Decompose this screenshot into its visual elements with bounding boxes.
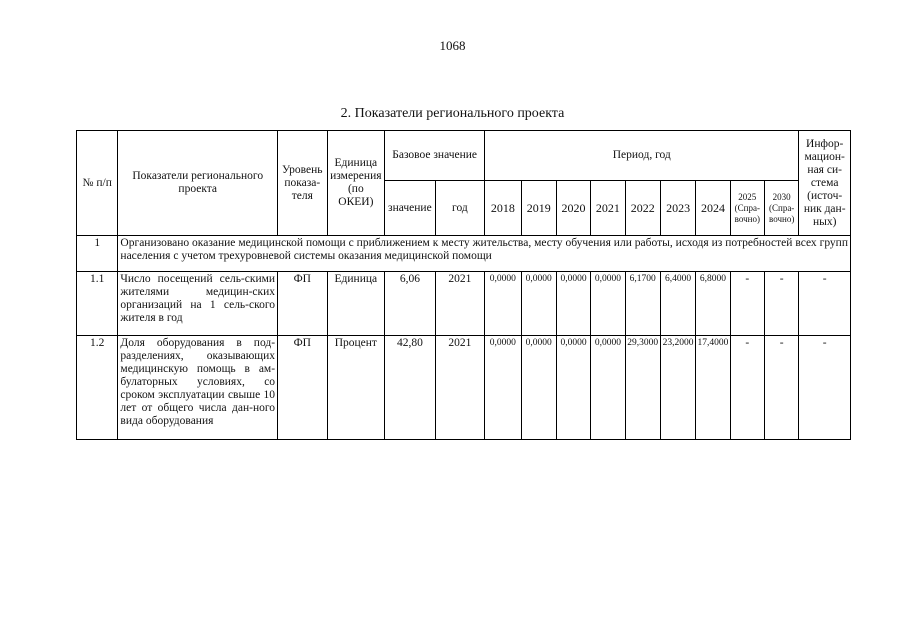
row-level: ФП — [278, 272, 328, 336]
row-value: 0,0000 — [521, 272, 556, 336]
row-info: - — [799, 336, 851, 440]
header-indicators: Показатели регионального проекта — [118, 131, 278, 236]
header-unit: Единица измерения (по ОКЕИ) — [327, 131, 385, 236]
row-base-value: 6,06 — [385, 272, 436, 336]
header-year: 2020 — [556, 181, 590, 236]
row-value: 0,0000 — [521, 336, 556, 440]
header-level: Уровень показа-теля — [278, 131, 328, 236]
row-num: 1.1 — [77, 272, 118, 336]
row-base-value: 42,80 — [385, 336, 436, 440]
page-number: 1068 — [439, 38, 466, 53]
table-row — [77, 336, 851, 440]
row-base-year: 2021 — [435, 272, 485, 336]
row-num: 1.2 — [77, 336, 118, 440]
header-period: Период, год — [485, 131, 799, 181]
header-year: 2018 — [485, 181, 521, 236]
row-value: 0,0000 — [485, 336, 521, 440]
header-year: 2021 — [591, 181, 625, 236]
row-level: ФП — [278, 336, 328, 440]
row-value: 0,0000 — [485, 272, 521, 336]
row-ref-value: - — [730, 272, 764, 336]
header-row-1 — [77, 131, 851, 181]
row-value: 0,0000 — [591, 336, 625, 440]
header-num: № п/п — [77, 131, 118, 236]
row-value: 6,1700 — [625, 272, 660, 336]
row-value: 0,0000 — [591, 272, 625, 336]
header-base: Базовое значение — [385, 131, 485, 181]
table-row — [77, 272, 851, 336]
header-base-year: год — [435, 181, 485, 236]
header-ref-year: 2025 (Спра-вочно) — [730, 181, 764, 236]
header-year: 2023 — [660, 181, 695, 236]
header-base-value: значение — [385, 181, 436, 236]
section-text: Организовано оказание медицинской помощи с приближением к месту жительства, месту обучения или работы, исходя из потребностей всех групп населения с учетом трехуровневой системы оказания медицинской помощи — [118, 236, 851, 272]
row-indicator-name: Число посещений сель-скими жителями медицин-ских организаций на 1 сель-ского жителя в год — [118, 272, 278, 336]
row-unit: Процент — [327, 336, 385, 440]
row-value: 6,8000 — [696, 272, 730, 336]
row-value: 0,0000 — [556, 272, 590, 336]
section-num: 1 — [77, 236, 118, 272]
row-info: - — [799, 272, 851, 336]
row-value: 23,2000 — [660, 336, 695, 440]
row-ref-value: - — [764, 336, 798, 440]
row-value: 0,0000 — [556, 336, 590, 440]
row-value: 29,3000 — [625, 336, 660, 440]
row-value: 6,4000 — [660, 272, 695, 336]
row-ref-value: - — [764, 272, 798, 336]
row-unit: Единица — [327, 272, 385, 336]
header-year: 2019 — [521, 181, 556, 236]
indicators-table — [76, 130, 851, 440]
row-value: 17,4000 — [696, 336, 730, 440]
row-ref-value: - — [730, 336, 764, 440]
header-year: 2022 — [625, 181, 660, 236]
header-year: 2024 — [696, 181, 730, 236]
header-ref-year: 2030 (Спра-вочно) — [764, 181, 798, 236]
section-row — [77, 236, 851, 272]
row-indicator-name: Доля оборудования в под-разделениях, оказывающих медицинскую помощь в ам-булаторных условиях, со сроком эксплуатации свыше 10 лет от общего числа дан-ного вида оборудования — [118, 336, 278, 440]
header-info: Инфор-мацион-ная си-стема (источ-ник дан-ных) — [799, 131, 851, 236]
row-base-year: 2021 — [435, 336, 485, 440]
page-title: 2. Показатели регионального проекта — [340, 106, 565, 121]
